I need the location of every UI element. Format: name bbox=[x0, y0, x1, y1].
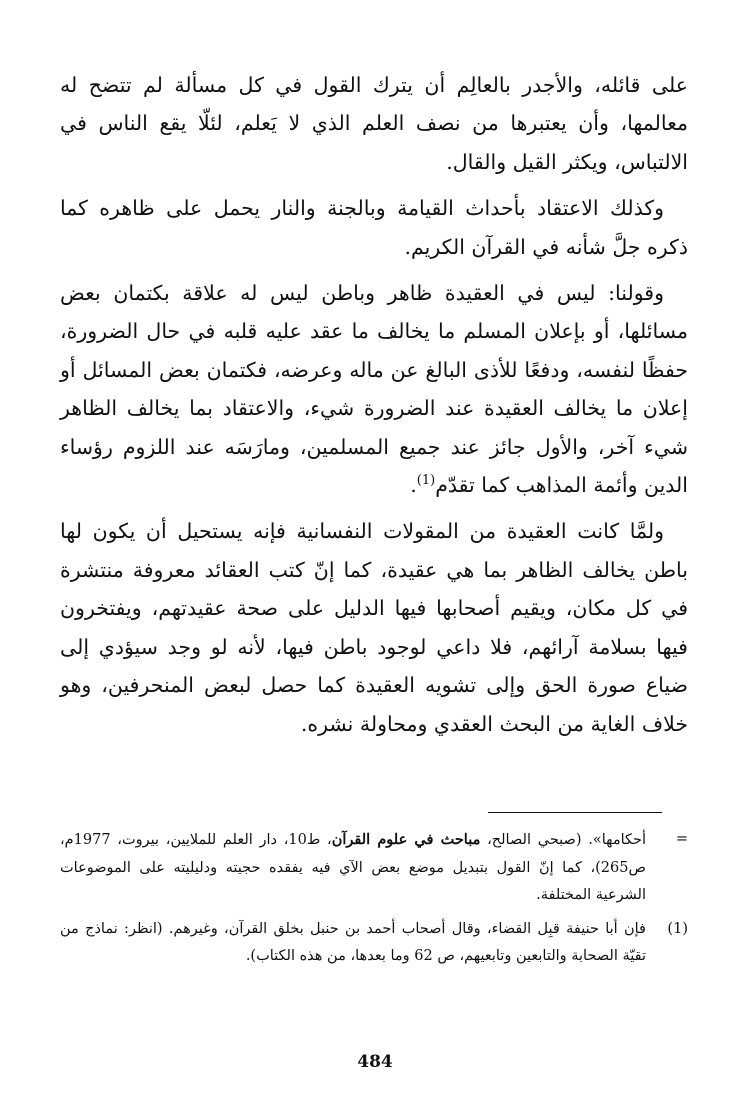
footnote-text: فإن أبا حنيفة قبِل القضاء، وقال أصحاب أحمد بن حنبل بخلق القرآن، وغيرهم. (انظر: نماذج من تقيّة الصحابة والتابعين وتابعيهم، ص 62 وما بعدها، من هذه الكتاب). bbox=[60, 920, 646, 964]
footnote-reference[interactable]: (1) bbox=[416, 473, 436, 489]
main-text bbox=[60, 66, 688, 751]
paragraph-2: وكذلك الاعتقاد بأحداث القيامة وبالجنة والنار يحمل على ظاهره كما ذكره جلَّ شأنه في القرآن الكريم. bbox=[60, 196, 688, 259]
paragraph-3-text: وقولنا: ليس في العقيدة ظاهر وباطن ليس له علاقة بكتمان بعض مسائلها، أو بإعلان المسلم ما يخالف ما عقد عليه قلبه في حال الضرورة، حفظًا لنفسه، ودفعًا للأذى البالغ عن ماله وعرضه، فكتمان بعض المسائل أو إعلان ما يخالف العقيدة عند الضرورة شيء، والاعتقاد بما يخالف الظاهر شيء آخر، والأول جائز عند جميع المسلمين، ومارَسَه عند اللزوم رؤساء الدين وأئمة المذاهب كما تقدّم bbox=[60, 281, 688, 498]
footnote-book-title: مباحث في علوم القرآن bbox=[331, 831, 481, 848]
paragraph-1: على قائله، والأجدر بالعالِم أن يترك القول في كل مسألة لم تتضح له معالمها، وأن يعتبرها من نصف العلم الذي لا يَعلم، لئلّا يقع الناس في الالتباس، ويكثر القيل والقال. bbox=[60, 73, 688, 174]
footnotes bbox=[60, 826, 688, 977]
paragraph-3: وقولنا: ليس في العقيدة ظاهر وباطن ليس له علاقة بكتمان بعض مسائلها، أو بإعلان المسلم ما يخالف ما عقد عليه قلبه في حال الضرورة، حفظًا لنفسه، ودفعًا للأذى البالغ عن ماله وعرضه، فكتمان بعض المسائل أو إعلان ما يخالف العقيدة عند الضرورة شيء، والاعتقاد بما يخالف الظاهر شيء آخر، والأول جائز عند جميع المسلمين، ومارَسَه عند اللزوم رؤساء الدين وأئمة المذاهب كما تقدّم$^{(1)}$. bbox=[60, 281, 688, 498]
footnote-continued bbox=[60, 826, 688, 910]
footnote-text-before: أحكامها». (صبحي الصالح، bbox=[480, 832, 647, 848]
footnote-marker: (1) bbox=[667, 920, 688, 937]
paragraph-4: ولمَّا كانت العقيدة من المقولات النفسانية فإنه يستحيل أن يكون لها باطن يخالف الظاهر بما هي عقيدة، كما إنّ كتب العقائد معروفة منتشرة في كل مكان، ويقيم أصحابها فيها الدليل على صحة عقيدتهم، ويفتخرون فيها بسلامة آرائهم، فلا داعي لوجود باطن فيها، لأنه لو وجد سيؤدي إلى ضياع صورة الحق وإلى تشويه العقيدة كما حصل لبعض المنحرفين، وهو خلاف الغاية من البحث العقدي ومحاولة نشره. bbox=[60, 519, 688, 736]
footnote-marker: = bbox=[675, 831, 688, 847]
footnote-1 bbox=[60, 916, 688, 971]
footnote-text-after: ، ط10، دار العلم للملايين، بيروت، 1977م، ص265)، كما إنّ القول بتبديل موضع بعض الآي فيه يفقده حجيته ودليليته على الموضوعات الشرعية المختلفة. bbox=[60, 832, 646, 903]
page-number: 484 bbox=[357, 1052, 393, 1072]
footnote-separator bbox=[488, 812, 662, 813]
